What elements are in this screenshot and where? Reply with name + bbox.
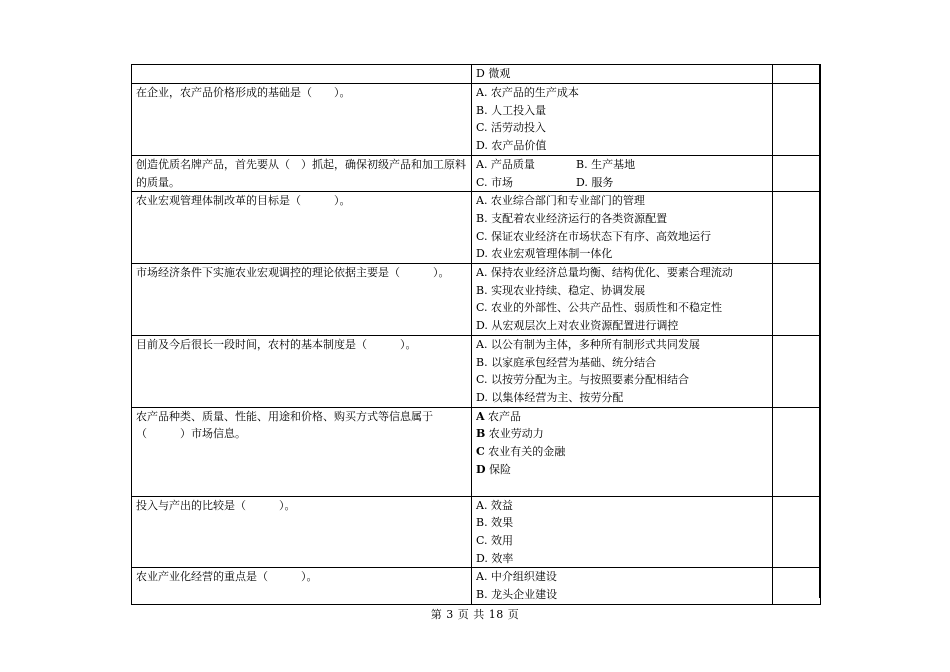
blank-cell <box>773 84 821 156</box>
option-text: B. 实现农业持续、稳定、协调发展 <box>476 283 646 297</box>
option-text: A. 效益 <box>476 498 513 512</box>
blank-cell <box>773 264 821 336</box>
question-row <box>132 264 821 336</box>
option-text: B. 以家庭承包经营为基础、统分结合 <box>476 355 657 369</box>
option-label: 农业有关的金融 <box>484 445 566 459</box>
question-row <box>132 496 821 568</box>
option-letter: A <box>476 409 485 423</box>
question-text: 目前及今后很长一段时间，农村的基本制度是（ ）。 <box>132 335 472 407</box>
table-right-border <box>819 64 821 598</box>
option-text: A. 农业综合部门和专业部门的管理 <box>476 194 645 208</box>
options-cell <box>472 568 773 604</box>
option-label: 农业劳动力 <box>485 427 544 441</box>
options-cell <box>472 264 773 336</box>
question-table <box>131 64 821 605</box>
options-cell <box>472 155 773 191</box>
blank-cell <box>773 192 821 264</box>
question-text: 创造优质名牌产品，首先要从（ ）抓起，确保初级产品和加工原料的质量。 <box>132 155 472 191</box>
option-text: A. 农产品的生产成本 <box>476 86 579 99</box>
options-cell <box>472 192 773 264</box>
option-text: D. 服务 <box>576 175 614 189</box>
option-text: C. 效用 <box>476 534 514 548</box>
option-text: C. 活劳动投入 <box>476 121 547 135</box>
option-text <box>476 443 772 461</box>
option-text: C. 以按劳分配为主。与按照要素分配相结合 <box>476 373 690 387</box>
question-text: 投入与产出的比较是（ ）。 <box>132 496 472 568</box>
page-footer: 第 3 页 共 18 页 <box>430 608 520 621</box>
option-text: A. 中介组织建设 <box>476 570 557 584</box>
option-text <box>476 461 772 479</box>
blank-cell <box>773 65 821 84</box>
option-letter: B <box>476 427 486 441</box>
blank-cell <box>773 496 821 568</box>
question-row <box>132 84 821 156</box>
options-cell <box>472 496 773 568</box>
option-text: B. 生产基地 <box>576 157 636 171</box>
question-row <box>132 335 821 407</box>
option-text: A. 以公有制为主体，多种所有制形式共同发展 <box>476 337 700 351</box>
blank-cell <box>773 155 821 191</box>
question-row <box>132 65 821 84</box>
blank-cell <box>773 568 821 604</box>
question-text: 农产品种类、质量、性能、用途和价格、购买方式等信息属于（ ）市场信息。 <box>132 407 472 496</box>
option-text: C. 农业的外部性、公共产品性、弱质性和不稳定性 <box>476 301 723 315</box>
question-text: 农业产业化经营的重点是（ ）。 <box>132 568 472 604</box>
option-text: B. 人工投入量 <box>476 103 547 117</box>
option-text: B. 龙头企业建设 <box>476 588 558 602</box>
question-text <box>132 65 472 84</box>
option-text: A. 保持农业经济总量均衡、结构优化、要素合理流动 <box>476 266 733 280</box>
option-text: D. 农业宏观管理体制一体化 <box>476 247 613 261</box>
question-text: 农业宏观管理体制改革的目标是（ ）。 <box>132 192 472 264</box>
option-text: D. 效率 <box>476 551 514 565</box>
options-cell <box>472 407 773 496</box>
question-row <box>132 192 821 264</box>
options-cell <box>472 335 773 407</box>
option-text: B. 支配着农业经济运行的各类资源配置 <box>476 211 668 225</box>
option-label: 保险 <box>485 462 512 476</box>
blank-cell <box>773 407 821 496</box>
option-text: D. 以集体经营为主、按劳分配 <box>476 390 624 404</box>
option-text: C. 保证农业经济在市场状态下有序、高效地运行 <box>476 229 712 243</box>
option-text: A. 产品质量 <box>476 157 535 171</box>
option-text: D 微观 <box>476 67 511 80</box>
question-row <box>132 568 821 604</box>
option-label: 农产品 <box>484 409 522 423</box>
option-letter: D <box>476 462 486 476</box>
blank-cell <box>773 335 821 407</box>
question-row <box>132 155 821 191</box>
options-cell <box>472 65 773 84</box>
options-cell <box>472 84 773 156</box>
question-text: 市场经济条件下实施农业宏观调控的理论依据主要是（ ）。 <box>132 264 472 336</box>
option-text <box>476 408 772 426</box>
question-row <box>132 407 821 496</box>
option-text: B. 效果 <box>476 516 514 530</box>
option-text <box>476 425 772 443</box>
option-letter: C <box>476 445 485 459</box>
question-text: 在企业，农产品价格形成的基础是（ ）。 <box>132 84 472 156</box>
option-text: D. 从宏观层次上对农业资源配置进行调控 <box>476 319 679 333</box>
option-text: C. 市场 <box>476 175 514 189</box>
option-text: D. 农产品价值 <box>476 139 547 153</box>
